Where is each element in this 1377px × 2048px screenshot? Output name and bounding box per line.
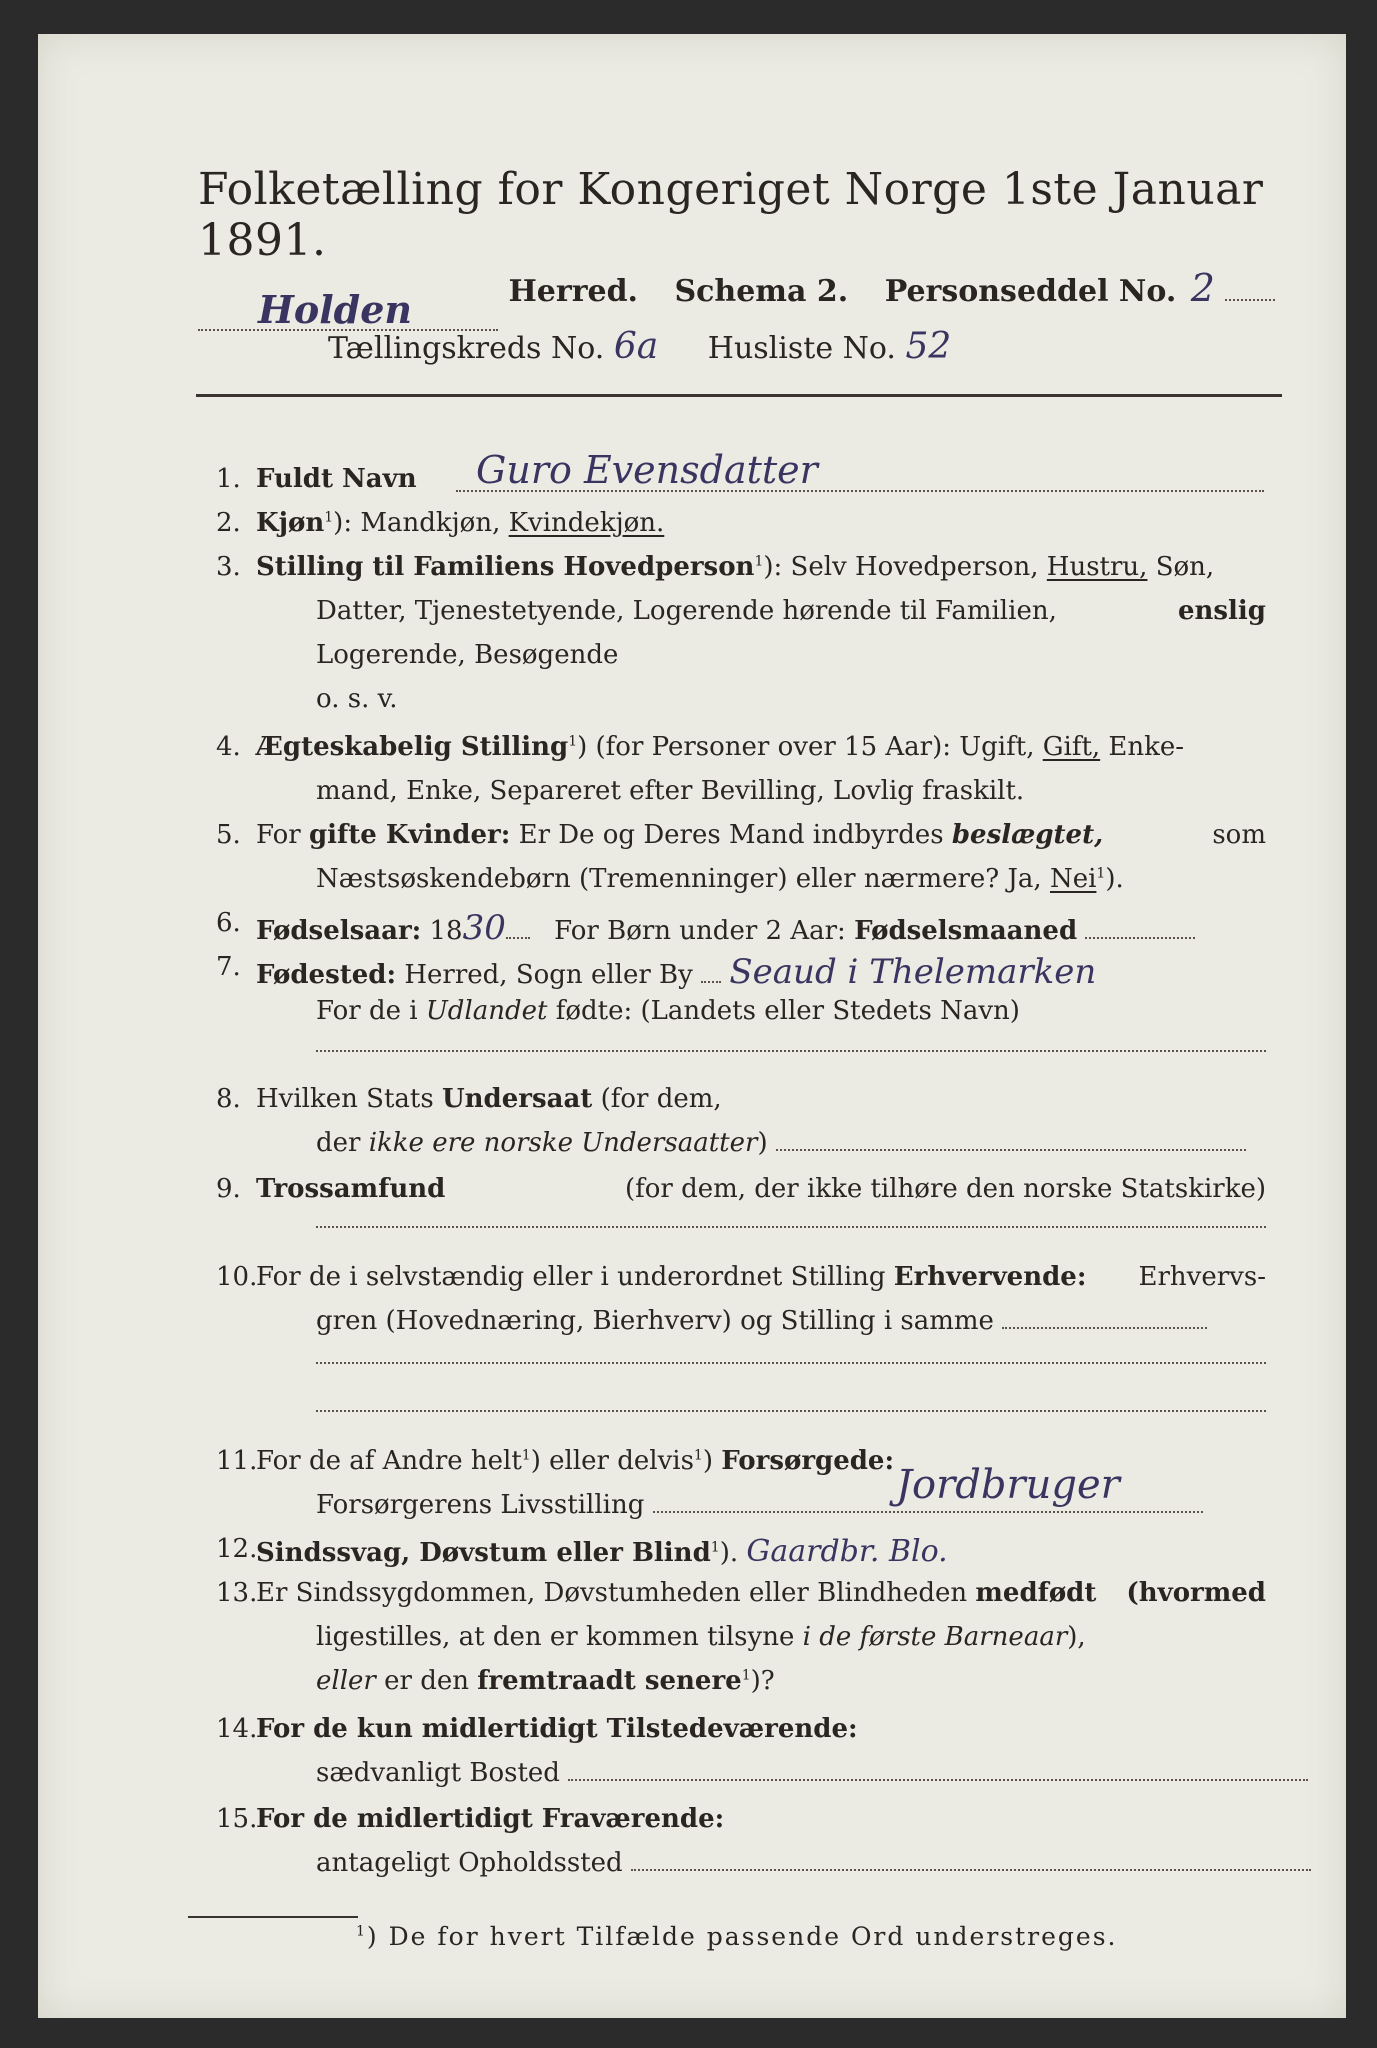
q10-line-2: gren (Hovednæring, Bierhverv) og Stilling i samme xyxy=(316,1306,1207,1336)
q5-line-1: For gifte Kvinder: Er De og Deres Mand indbyrdes beslægtet, som xyxy=(256,820,1266,850)
header-herred-line xyxy=(198,266,1275,332)
q4-line-1: Ægteskabelig Stilling$^1$) (for Personer over 15 Aar): Ugift, Gift, Enke- xyxy=(256,732,1185,762)
q4-number: 4. xyxy=(216,732,241,762)
q9-number: 9. xyxy=(216,1174,241,1204)
q5-selected-nei: Nei xyxy=(1049,864,1097,894)
q14-label: For de kun midlertidigt Tilstedeværende: xyxy=(256,1714,858,1744)
q14-number: 14. xyxy=(216,1714,258,1744)
q2-number: 2. xyxy=(216,508,241,538)
q15-label: For de midlertidigt Fraværende: xyxy=(256,1804,725,1834)
q3-selected-hustru: Hustru, xyxy=(1046,552,1148,582)
q12-number: 12. xyxy=(216,1534,258,1564)
personseddel-label: Personseddel No. xyxy=(884,274,1177,309)
q5-label: gifte Kvinder: xyxy=(308,820,511,850)
q7-label: Fødested: xyxy=(256,960,397,990)
form-title: Folketælling for Kongeriget Norge 1ste Januar 1891. xyxy=(198,164,1264,266)
q6-year-handwritten: 30 xyxy=(462,908,506,948)
q7-number: 7. xyxy=(216,952,241,982)
q4-selected-gift: Gift, xyxy=(1042,732,1101,762)
q8-line-2: der ikke ere norske Undersaatter) xyxy=(316,1128,1266,1158)
q11-answer-handwritten: Jordbruger xyxy=(896,1462,1120,1508)
q13-line-3: eller er den fremtraadt senere$^1$)? xyxy=(316,1666,775,1696)
q3-line-4: o. s. v. xyxy=(316,684,398,714)
q5-line-2: Næstsøskendebørn (Tremenninger) eller nærmere? Ja, Nei$^1$). xyxy=(316,864,1124,894)
herred-handwritten: Holden xyxy=(258,287,413,332)
schema-label: Schema 2. xyxy=(674,274,849,309)
q1-number: 1. xyxy=(216,464,241,494)
q8-line-1: Hvilken Stats Undersaat (for dem, xyxy=(256,1084,722,1114)
q6-number: 6. xyxy=(216,908,241,938)
header-kreds-line xyxy=(328,326,951,367)
q9-label: Trossamfund xyxy=(256,1174,446,1204)
personseddel-number: 2 xyxy=(1190,266,1215,310)
q13-label: medfødt xyxy=(975,1578,1097,1608)
q4-line-2: mand, Enke, Separeret efter Bevilling, Lovlig fraskilt. xyxy=(316,776,1025,806)
q10-label: Erhvervende: xyxy=(893,1262,1087,1292)
q12-answer-handwritten: Gaardbr. Blo. xyxy=(746,1534,948,1569)
q4-label: Ægteskabelig Stilling xyxy=(256,732,569,762)
q8-number: 8. xyxy=(216,1084,241,1114)
q7-answer-handwritten: Seaud i Thelemarken xyxy=(729,952,1097,992)
q3-line-2: Datter, Tjenestetyende, Logerende hørende til Familien, enslig xyxy=(316,596,1266,626)
q2-selected-kvindekjon: Kvindekjøn. xyxy=(508,508,665,538)
q7-line-2: For de i Udlandet fødte: (Landets eller Stedets Navn) xyxy=(316,996,1020,1026)
q1-label: Fuldt Navn xyxy=(256,464,417,494)
q11-line-1: For de af Andre helt$^1$) eller delvis$^1$) Forsørgede: xyxy=(256,1446,895,1476)
header-rule xyxy=(196,394,1282,397)
q11-number: 11. xyxy=(216,1446,258,1476)
q7-line-1: Fødested: Herred, Sogn eller By Seaud i Thelemarken xyxy=(256,952,1097,992)
q1-line xyxy=(256,448,1266,494)
q13-line-1: Er Sindssygdommen, Døvstumheden eller Blindheden medfødt (hvormed xyxy=(256,1578,1266,1608)
q2-label: Kjøn xyxy=(256,508,325,538)
q11-label: Forsørgede: xyxy=(721,1446,895,1476)
q2-line: Kjøn$^1$): Mandkjøn, Kvindekjøn. xyxy=(256,508,665,538)
husliste-label: Husliste No. xyxy=(707,331,896,366)
q13-line-2: ligestilles, at den er kommen tilsyne i de første Barneaar), xyxy=(316,1622,1086,1652)
q14-line-2: sædvanligt Bosted xyxy=(316,1758,1266,1788)
q3-line-3: Logerende, Besøgende xyxy=(316,640,619,670)
q12-label: Sindssvag, Døvstum eller Blind xyxy=(256,1538,711,1568)
q3-number: 3. xyxy=(216,552,241,582)
census-form-sheet xyxy=(38,34,1346,2018)
q15-number: 15. xyxy=(216,1804,258,1834)
q5-number: 5. xyxy=(216,820,241,850)
footnote: $^1$) De for hvert Tilfælde passende Ord understreges. xyxy=(356,1922,1118,1951)
footnote-rule xyxy=(188,1916,358,1918)
q3-label: Stilling til Familiens Hovedperson xyxy=(256,552,755,582)
kreds-label: Tællingskreds No. xyxy=(328,331,605,366)
q6-label: Fødselsaar: xyxy=(256,916,422,946)
q13-number: 13. xyxy=(216,1578,258,1608)
kreds-number: 6a xyxy=(613,326,659,367)
q9-line: Trossamfund (for dem, der ikke tilhøre den norske Statskirke) xyxy=(256,1174,1266,1204)
q3-line-1: Stilling til Familiens Hovedperson$^1$): Selv Hovedperson, Hustru, Søn, xyxy=(256,552,1215,582)
q12-line: Sindssvag, Døvstum eller Blind$^1$). Gaardbr. Blo. xyxy=(256,1534,948,1569)
q10-line-1: For de i selvstændig eller i underordnet Stilling Erhvervende: Erhvervs- xyxy=(256,1262,1266,1292)
q8-label: Undersaat xyxy=(441,1084,593,1114)
q1-answer-handwritten: Guro Evensdatter xyxy=(476,448,818,492)
q10-number: 10. xyxy=(216,1262,258,1292)
q11-line-2: Forsørgerens Livsstilling Jordbruger xyxy=(316,1490,1316,1520)
herred-label: Herred. xyxy=(508,274,639,309)
q6-line: Fødselsaar: 1830 For Børn under 2 Aar: Fødselsmaaned xyxy=(256,908,1266,948)
q15-line-2: antageligt Opholdssted xyxy=(316,1848,1266,1878)
husliste-number: 52 xyxy=(905,326,952,367)
